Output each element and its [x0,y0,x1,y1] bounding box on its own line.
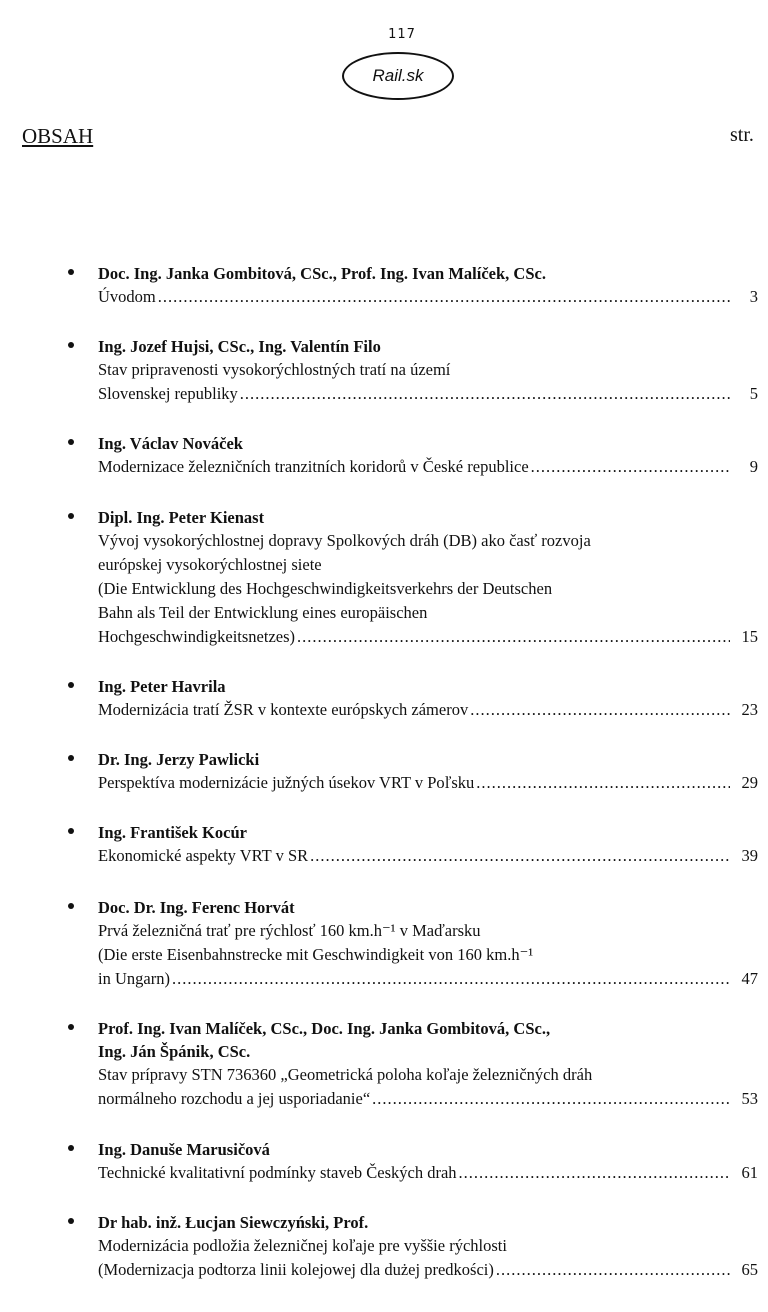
entry-title-line: Bahn als Teil der Entwicklung eines europäischen [98,603,428,622]
toc-entry [98,262,758,309]
entry-page: 47 [741,969,758,988]
entry-page: 23 [741,700,758,719]
entry-title-line: Stav pripravenosti vysokorýchlostných tratí na území [98,360,451,379]
bullet-icon [68,513,74,519]
entry-title-line: (Die erste Eisenbahnstrecke mit Geschwindigkeit von 160 km.h⁻¹ [98,945,534,964]
entry-page: 65 [741,1260,758,1279]
entry-authors: Ing. Peter Havrila [98,677,226,696]
entry-page: 3 [749,287,758,306]
entry-title-line [98,771,758,795]
dot-leader [372,1087,730,1111]
bullet-icon [68,342,74,348]
bullet-icon [68,755,74,761]
entry-authors: Ing. Ján Špánik, CSc. [98,1042,251,1061]
entry-title: normálneho rozchodu a jej usporiadanie“ [98,1089,371,1108]
dot-leader [158,285,730,309]
entry-authors: Ing. Václav Nováček [98,434,243,453]
dot-leader [172,967,730,991]
bullet-icon [68,903,74,909]
dot-leader [297,625,730,649]
entry-authors: Prof. Ing. Ivan Malíček, CSc., Doc. Ing. Janka Gombitová, CSc., [98,1019,551,1038]
entry-title-line [98,285,758,309]
entry-title: Hochgeschwindigkeitsnetzes) [98,627,296,646]
bullet-icon [68,1024,74,1030]
entry-authors: Dr. Ing. Jerzy Pawlicki [98,750,260,769]
toc-entry [98,1138,758,1185]
toc-entry [98,506,758,649]
bullet-icon [68,269,74,275]
entry-title: Ekonomické aspekty VRT v SR [98,846,309,865]
entry-title: Slovenskej republiky [98,384,238,403]
entry-title-line: európskej vysokorýchlostnej siete [98,555,322,574]
entry-title-line [98,625,758,649]
toc-entry [98,675,758,722]
entry-title-line: Prvá železničná trať pre rýchlosť 160 km.h⁻¹ v Maďarsku [98,921,481,940]
logo-text: Rail.sk [372,66,424,85]
entry-page: 53 [741,1089,758,1108]
entry-page: 29 [741,773,758,792]
rail-sk-logo [342,52,454,100]
entry-title: Modernizace železničních tranzitních koridorů v České republice [98,457,529,476]
bullet-icon [68,682,74,688]
entry-title-line [98,1087,758,1111]
entry-title: (Modernizacja podtorza linii kolejowej dla dużej predkości) [98,1260,494,1279]
toc-entry [98,432,758,479]
entry-authors: Ing. Jozef Hujsi, CSc., Ing. Valentín Filo [98,337,381,356]
entry-title: Technické kvalitativní podmínky staveb Českých drah [98,1163,457,1182]
dot-leader [476,771,730,795]
entry-authors: Doc. Ing. Janka Gombitová, CSc., Prof. Ing. Ivan Malíček, CSc. [98,264,546,283]
page-title: OBSAH [22,124,94,148]
entry-title: Modernizácia tratí ŽSR v kontexte európskych zámerov [98,700,469,719]
entry-page: 15 [741,627,758,646]
toc-entry [98,1211,758,1282]
dot-leader [240,382,730,406]
toc-entry [98,748,758,795]
entry-page: 5 [749,384,758,403]
dot-leader [310,844,730,868]
entry-authors: Ing. Danuše Marusičová [98,1140,270,1159]
entry-title-line [98,1161,758,1185]
page-number: 117 [388,27,416,42]
entry-title-line: (Die Entwicklung des Hochgeschwindigkeitsverkehrs der Deutschen [98,579,553,598]
dot-leader [496,1258,730,1282]
entry-title: Úvodom [98,287,156,306]
entry-title-line: Stav prípravy STN 736360 „Geometrická poloha koľaje železničných dráh [98,1065,593,1084]
entry-title-line [98,967,758,991]
dot-leader [459,1161,730,1185]
entry-page: 61 [741,1163,758,1182]
toc-entry [98,335,758,406]
entry-authors: Ing. František Kocúr [98,823,247,842]
entry-title-line [98,1258,758,1282]
entry-title-line [98,844,758,868]
toc-entry [98,896,758,991]
bullet-icon [68,1218,74,1224]
entry-authors: Doc. Dr. Ing. Ferenc Horvát [98,898,295,917]
entry-title: Perspektíva modernizácie južných úsekov VRT v Poľsku [98,773,475,792]
page-column-header: str. [730,124,754,146]
bullet-icon [68,828,74,834]
toc-entry [98,821,758,868]
bullet-icon [68,1145,74,1151]
entry-title-line: Modernizácia podložia železničnej koľaje pre vyššie rýchlosti [98,1236,507,1255]
dot-leader [470,698,730,722]
entry-page: 9 [749,457,758,476]
entry-title-line [98,382,758,406]
toc-entry [98,1017,758,1111]
entry-title-line [98,455,758,479]
entry-authors: Dipl. Ing. Peter Kienast [98,508,265,527]
entry-title: in Ungarn) [98,969,170,988]
entry-authors: Dr hab. inž. Łucjan Siewczyński, Prof. [98,1213,369,1232]
entry-page: 39 [741,846,758,865]
entry-title-line: Vývoj vysokorýchlostnej dopravy Spolkových dráh (DB) ako časť rozvoja [98,531,591,550]
entry-title-line [98,698,758,722]
bullet-icon [68,439,74,445]
dot-leader [531,455,730,479]
